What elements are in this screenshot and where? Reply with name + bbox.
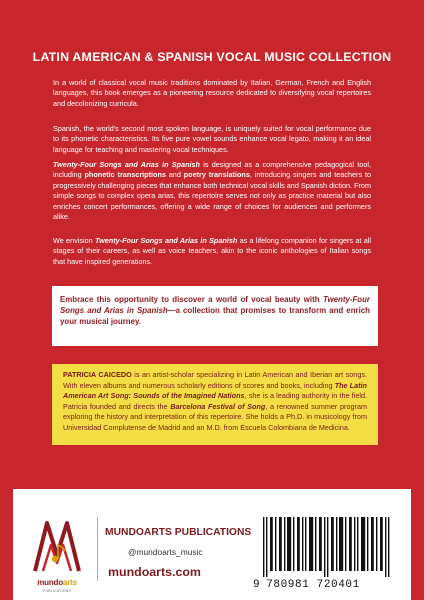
publisher-footer xyxy=(13,489,411,600)
social-handle: @mundoarts_music xyxy=(128,547,203,557)
paragraph-text: is designed as a comprehensive pedagogical tool, including xyxy=(53,160,371,180)
logo-subtitle: PUBLICATIONS xyxy=(42,589,72,593)
intro-paragraph: In a world of classical vocal music traditions dominated by Italian, German, French and English languages, this book emerges as a pioneering resource dedicated to diversifying vocal repertoires and decolonizing curricula. xyxy=(53,78,371,108)
author-name: PATRICIA CAICEDO xyxy=(63,370,132,379)
bio-text: , she is a leading authority in the field. Patricia founded and directs the xyxy=(63,391,368,411)
publisher-name: MUNDOARTS PUBLICATIONS xyxy=(105,527,252,538)
translation-highlight: poetry translations xyxy=(183,170,250,180)
bio-text: is an artist-scholar specializing in Latin American and Iberian art songs. With eleven albums and numerous scholarly editions of scores and books, including xyxy=(63,370,367,390)
isbn-lead-digit: 9 xyxy=(253,579,261,591)
quote-text: —a collection that promises to transform and enrich your musical journey. xyxy=(60,306,370,326)
paragraph-text: and xyxy=(165,170,184,180)
book-title: Twenty-Four Songs and Arias in Spanish xyxy=(60,295,370,315)
author-book-title: The Latin American Art Song: Sounds of the Imagined Nations xyxy=(63,380,367,400)
author-bio-box xyxy=(52,364,378,445)
footer-divider xyxy=(97,517,98,581)
isbn-group-2: 720401 xyxy=(316,579,360,591)
festival-name: Barcelona Festival of Song xyxy=(170,401,266,411)
quote-text: Embrace this opportunity to discover a world of vocal beauty with xyxy=(60,295,323,304)
series-title: LATIN AMERICAN & SPANISH VOCAL MUSIC COLLECTION xyxy=(32,50,392,64)
pedagogy-paragraph xyxy=(53,160,371,222)
paragraph-text: We envision xyxy=(53,236,95,245)
isbn-group-1: 780981 xyxy=(266,579,310,591)
book-title: Twenty-Four Songs and Arias in Spanish xyxy=(53,160,200,169)
mundoarts-logo-icon xyxy=(25,515,89,577)
publisher-website: mundoarts.com xyxy=(108,565,201,579)
paragraph-text: as a lifelong companion for singers at all stages of their careers, as well as voice teachers, akin to the iconic anthologies of Italian songs that have inspired generations. xyxy=(53,236,371,266)
logo-word-b: arts xyxy=(62,578,77,587)
isbn-digits xyxy=(253,579,403,591)
logo-wordmark xyxy=(25,578,89,587)
vision-paragraph xyxy=(53,236,371,267)
phonetic-highlight: phonetic transcriptions xyxy=(84,170,166,180)
bio-text: , a renowned summer program exploring the history and interpretation of this repertoire. She holds a Ph.D. in musicology from Universidad Complutense de Madrid and an M.D. from Escuela Colombiana de Medicina. xyxy=(63,401,368,432)
book-title: Twenty-Four Songs and Arias in Spanish xyxy=(94,236,238,245)
paragraph-text: , introducing singers and teachers to progressively challenging pieces that enhance both technical vocal skills and Spanish diction. From simple songs to complex opera arias, this repertoire serves not only as practice material but also enriches concert performances, offering a wide range of choices for audiences and performers alike. xyxy=(53,170,371,222)
pull-quote-box xyxy=(52,286,378,346)
logo-word-a: mundo xyxy=(37,578,63,587)
barcode-icon xyxy=(253,517,403,577)
language-paragraph: Spanish, the world's second most spoken language, is uniquely suited for vocal performance due to its phonetic characteristics. Its five pure vowel sounds enhance vocal legato, making it an ideal language for teaching and mastering vocal techniques. xyxy=(53,124,371,154)
